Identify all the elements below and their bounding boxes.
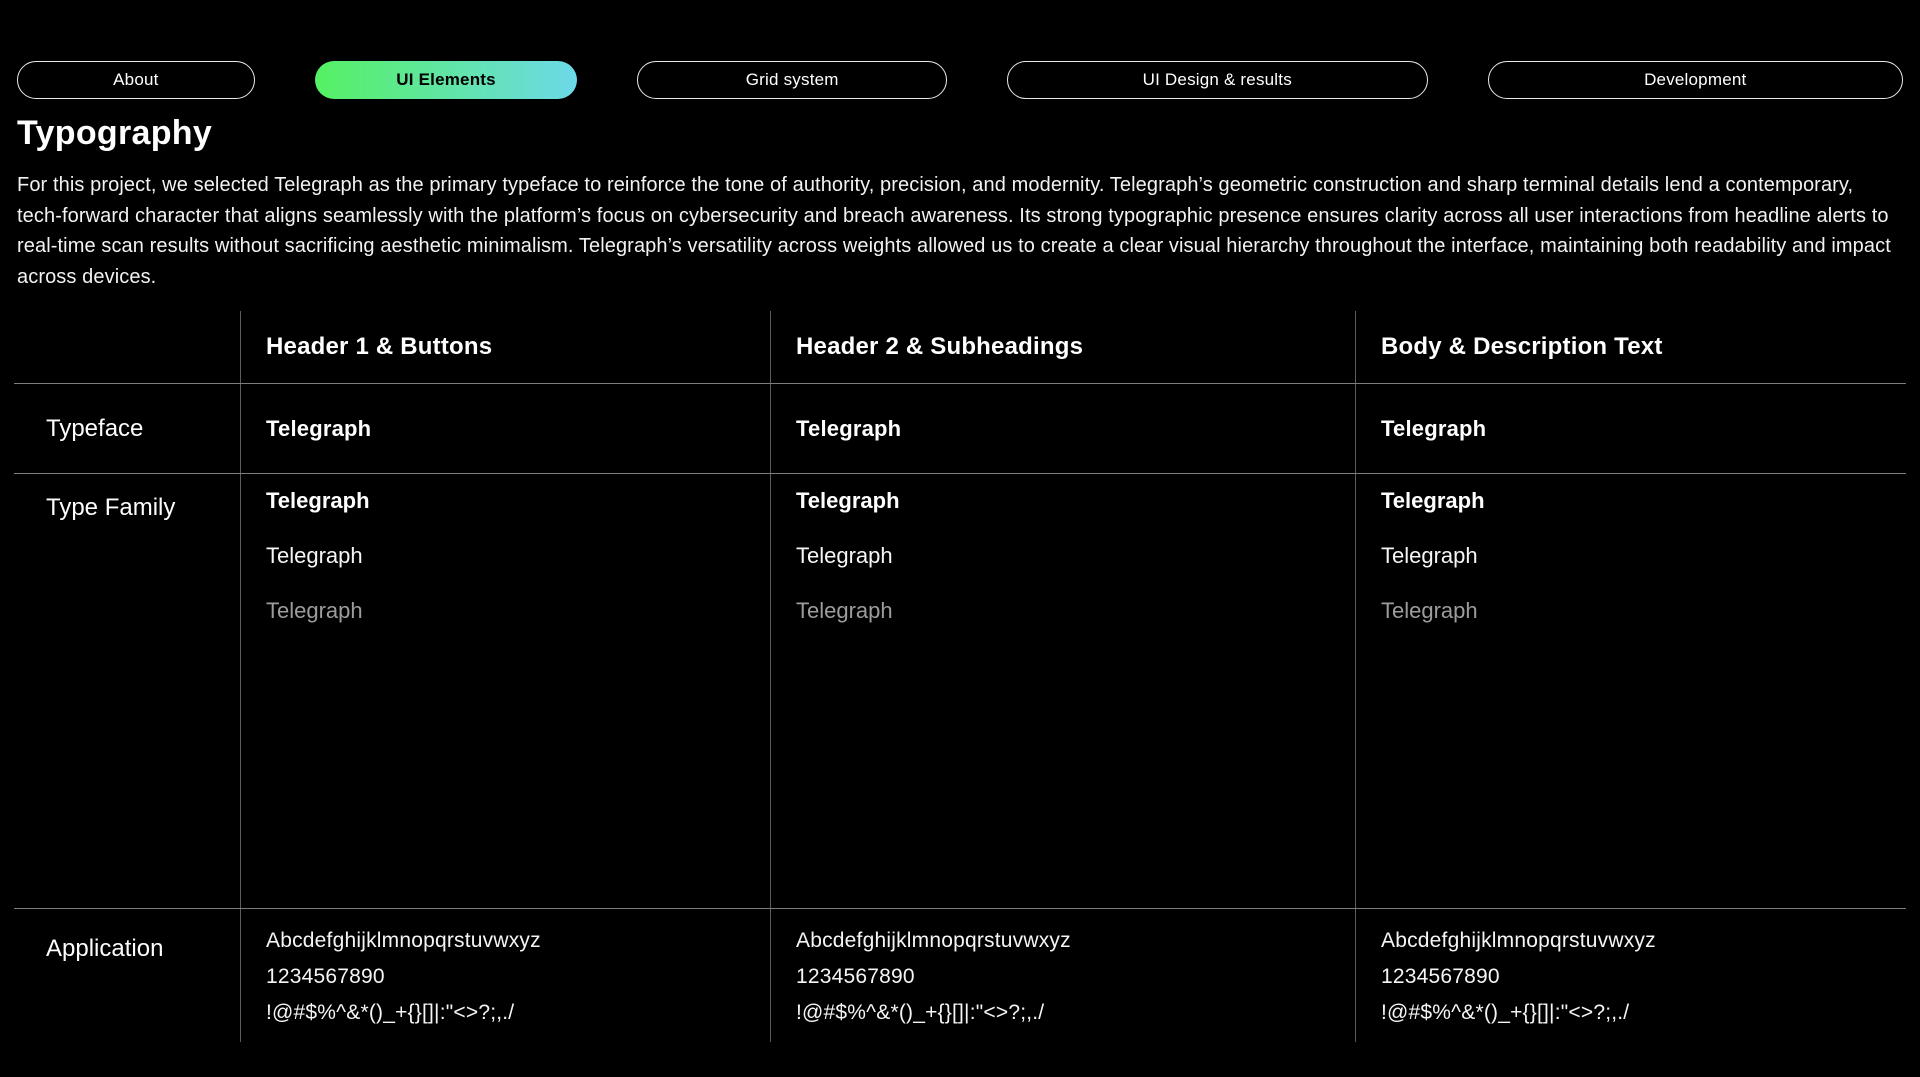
application-numerals: 1234567890 (1381, 965, 1500, 988)
typography-spec-table (14, 311, 1906, 1042)
row-label-type-family: Type Family (46, 494, 176, 521)
typeface-cell (1355, 384, 1906, 473)
typography-description: For this project, we selected Telegraph as the primary typeface to reinforce the tone of authority, precision, and modernity. Telegraph’s geometric construction and sharp terminal details lend a contemporary, tech-forward character that aligns seamlessly with the platform’s focus on cybersecurity and breach awareness. Its strong typographic presence ensures clarity across all user interactions from headline alerts to real-time scan results without sacrificing aesthetic minimalism. Telegraph’s versatility across weights allowed us to create a clear visual hierarchy throughout the interface, maintaining both readability and impact across devices. (17, 174, 1891, 288)
weight-sample-light: Telegraph (266, 598, 363, 623)
weight-sample-bold: Telegraph (1381, 488, 1485, 513)
application-alphabet: Abcdefghijklmnopqrstuvwxyz (266, 929, 541, 952)
column-header-h1-buttons: Header 1 & Buttons (240, 311, 770, 383)
application-symbols: !@#$%^&*()_+{}[]|:"<>?;,./ (796, 1001, 1045, 1024)
table-row-application (14, 909, 1906, 1042)
typeface-cell (240, 384, 770, 473)
top-nav (17, 61, 1903, 99)
table-row-type-family (14, 474, 1906, 909)
table-corner-cell (14, 311, 240, 383)
nav-ui-design-results[interactable]: UI Design & results (1007, 61, 1427, 99)
row-label-typeface: Typeface (46, 414, 144, 442)
column-header-h2-subheadings: Header 2 & Subheadings (770, 311, 1355, 383)
type-family-cell (770, 474, 1355, 908)
nav-about[interactable]: About (17, 61, 255, 99)
application-numerals: 1234567890 (266, 965, 385, 988)
weight-sample-bold: Telegraph (796, 488, 900, 513)
page-title: Typography (17, 114, 213, 152)
weight-sample-light: Telegraph (796, 598, 893, 623)
type-family-cell (1355, 474, 1906, 908)
typeface-name: Telegraph (796, 415, 902, 441)
weight-sample-bold: Telegraph (266, 488, 370, 513)
application-alphabet: Abcdefghijklmnopqrstuvwxyz (1381, 929, 1656, 952)
application-symbols: !@#$%^&*()_+{}[]|:"<>?;,./ (1381, 1001, 1630, 1024)
nav-ui-elements[interactable]: UI Elements (315, 61, 578, 99)
type-family-cell (240, 474, 770, 908)
application-symbols: !@#$%^&*()_+{}[]|:"<>?;,./ (266, 1001, 515, 1024)
application-cell (1355, 909, 1906, 1042)
row-label-application: Application (46, 935, 164, 962)
column-header-body-text: Body & Description Text (1355, 311, 1906, 383)
weight-sample-regular: Telegraph (266, 543, 363, 568)
weight-sample-regular: Telegraph (1381, 543, 1478, 568)
typeface-name: Telegraph (266, 415, 372, 441)
weight-sample-regular: Telegraph (796, 543, 893, 568)
table-row-typeface (14, 384, 1906, 474)
application-cell (770, 909, 1355, 1042)
application-cell (240, 909, 770, 1042)
nav-grid-system[interactable]: Grid system (637, 61, 947, 99)
weight-sample-light: Telegraph (1381, 598, 1478, 623)
application-alphabet: Abcdefghijklmnopqrstuvwxyz (796, 929, 1071, 952)
typeface-cell (770, 384, 1355, 473)
nav-development[interactable]: Development (1488, 61, 1904, 99)
application-numerals: 1234567890 (796, 965, 915, 988)
table-header-row (14, 311, 1906, 384)
typeface-name: Telegraph (1381, 415, 1487, 441)
